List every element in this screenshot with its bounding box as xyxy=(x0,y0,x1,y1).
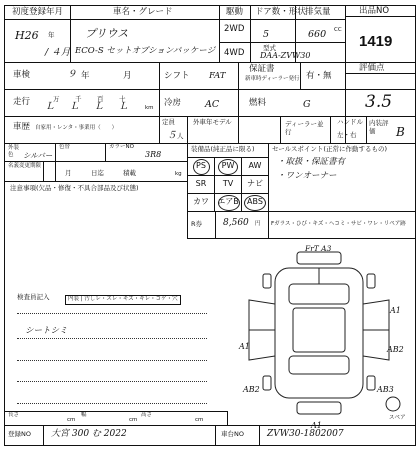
registration-label: 登録NO xyxy=(8,430,31,438)
equip-abs: ABS xyxy=(247,197,263,206)
mileage-unit-juu: 十 xyxy=(119,95,126,103)
diagram-mark-right-rear: AB2 xyxy=(387,345,404,354)
recycle-yen-unit: 円 xyxy=(255,221,261,227)
damage-legend: Fガラス・ひび・キズ・ヘコミ・サビ・ワレ・リペア跡 xyxy=(271,221,406,227)
width-label: 幅 xyxy=(81,412,87,418)
first-registration-era: H26 xyxy=(15,29,39,42)
diagram-mark-rear-corner: AB3 xyxy=(377,385,394,394)
handle-label: ハンドル xyxy=(337,118,363,126)
dealer-label: ディーラー並行 xyxy=(285,120,324,136)
color-code-label: カラーNO xyxy=(109,144,134,150)
mileage-unit-sen: 千 xyxy=(75,95,82,103)
inspection-year-unit: 年 xyxy=(81,71,90,81)
equip-leather: カワ xyxy=(193,197,209,206)
drive-label: 駆動 xyxy=(226,7,244,17)
diagram-mark-front: FrT A3 xyxy=(305,244,332,253)
diagram-mark-left: A1 xyxy=(239,342,250,351)
capacity-unit: 人 xyxy=(177,132,184,140)
spare-tire-label: スペア xyxy=(389,415,406,421)
fuel-value: G xyxy=(303,99,311,110)
recycle-label: R券 xyxy=(191,220,203,228)
diagram-mark-left-rear: AB2 xyxy=(243,385,260,394)
load-unit: kg xyxy=(175,171,182,177)
warranty-sub: 新車時ディーラー発行 xyxy=(245,76,300,82)
displacement-value: 660 xyxy=(308,29,327,40)
first-registration-label: 初度登録年月 xyxy=(12,7,64,17)
lot-number-value: 1419 xyxy=(359,33,393,50)
mileage-unit-hyaku: 百 xyxy=(97,95,104,103)
sales-point-label: セールスポイント(正常に作動するもの) xyxy=(272,145,387,153)
equip-navi: ナビ xyxy=(247,179,263,188)
inspector-note: シートシミ xyxy=(25,326,68,336)
aircon-value: AC xyxy=(205,99,220,110)
history-label: 車歴 xyxy=(13,122,31,132)
drive-4wd: 4WD xyxy=(224,48,245,58)
doors-label: ドア数・形状 xyxy=(255,7,306,17)
score-label: 評価点 xyxy=(359,63,385,73)
equip-airbag: エアB xyxy=(217,197,239,206)
model-value: DAA-ZVW30 xyxy=(260,51,311,60)
aircon-label: 冷房 xyxy=(164,98,182,108)
handle-value: 左・右 xyxy=(337,131,357,139)
diagram-mark-rear: A1 xyxy=(311,421,322,430)
lot-number-label: 出品NO xyxy=(359,6,390,16)
length-unit: cm xyxy=(67,417,76,423)
color-change-label: 色替 xyxy=(59,144,71,150)
circle-mark-ps xyxy=(193,159,210,175)
width-unit: cm xyxy=(129,417,138,423)
displacement-unit: CC xyxy=(334,27,342,33)
equip-aw: AW xyxy=(248,161,262,170)
title-transfer-label: 名義変更期限 xyxy=(8,163,42,169)
diagram-mark-right: A1 xyxy=(390,306,401,315)
drive-2wd: 2WD xyxy=(224,24,245,34)
recycle-value: 8,560 xyxy=(223,218,249,228)
height-unit: cm xyxy=(195,417,204,423)
mileage-value: Ｌ Ｌ Ｌ Ｌ xyxy=(45,101,135,112)
first-registration-month: / ４月 xyxy=(45,47,71,58)
interior-score-value: B xyxy=(396,125,405,139)
circle-mark-abs xyxy=(244,195,266,211)
chassis-label: 車台NO xyxy=(221,430,244,438)
chassis-value: ZVW30-1802007 xyxy=(267,429,344,439)
equipment-label: 装備品(純正品に限る) xyxy=(191,145,255,153)
history-options: 自家用・レンタ・事業用（ ） xyxy=(35,125,118,131)
height-label: 高さ xyxy=(141,412,153,418)
grade-value: ECO-S セットオプションパッケージ xyxy=(75,46,216,56)
capacity-value: ５ xyxy=(167,130,177,141)
length-label: 長さ xyxy=(8,412,20,418)
interior-score-label: 内装評価 xyxy=(369,119,389,135)
mileage-unit-man: 万 xyxy=(53,95,60,103)
model-year-label: 外車年モデル xyxy=(193,118,232,126)
warranty-label: 保証書 xyxy=(249,64,275,74)
auction-sheet xyxy=(4,5,416,446)
inspection-label: 車検 xyxy=(13,70,31,80)
equip-sr: SR xyxy=(195,179,207,188)
title-transfer-date-label: 日迄 xyxy=(91,169,104,177)
inspector-label: 検査員記入 xyxy=(17,293,50,301)
exterior-color-value: シルバー xyxy=(23,151,53,160)
model-label: 型式 xyxy=(263,44,276,52)
title-transfer-month-unit: 月 xyxy=(65,169,72,177)
load-label: 積載 xyxy=(123,169,136,177)
circle-mark-airbag xyxy=(218,195,240,211)
circle-mark-pw xyxy=(218,159,238,175)
doors-value: 5 xyxy=(263,29,270,40)
equip-pw: PW xyxy=(221,161,235,170)
shift-value: FAT xyxy=(209,71,226,81)
notes-label: 注意事項(欠品・修復・不具合部品及び状態) xyxy=(10,184,139,192)
sales-point-line-2: ・ワンオーナー xyxy=(277,171,337,181)
registration-value: 大宮 300 む 2022 xyxy=(51,429,127,439)
inspection-month-unit: 月 xyxy=(123,71,132,81)
score-value: 3.5 xyxy=(365,92,393,112)
sales-point-line-1: ・取扱・保証書有 xyxy=(277,157,346,167)
mileage-km-unit: km xyxy=(145,105,154,111)
equip-ps: PS xyxy=(196,161,206,170)
displacement-label: 排気量 xyxy=(305,7,331,17)
fuel-label: 燃料 xyxy=(249,98,267,108)
inspection-year: ９ xyxy=(67,69,77,80)
warranty-options: 有・無 xyxy=(306,71,332,81)
color-code-value: 3R8 xyxy=(145,150,162,159)
interior-tags: 内装 | 汚しレ・スレ・キズ・キレ・コゲ・穴 xyxy=(65,295,181,305)
car-name-label: 車名・グレード xyxy=(113,7,173,17)
shift-label: シフト xyxy=(164,71,190,81)
equip-tv: TV xyxy=(222,179,234,188)
exterior-color-label: 外装色 xyxy=(8,145,20,158)
capacity-label: 定員 xyxy=(162,118,175,126)
year-unit: 年 xyxy=(48,31,55,39)
car-name-value: プリウス xyxy=(85,27,129,40)
mileage-label: 走行 xyxy=(13,97,31,107)
